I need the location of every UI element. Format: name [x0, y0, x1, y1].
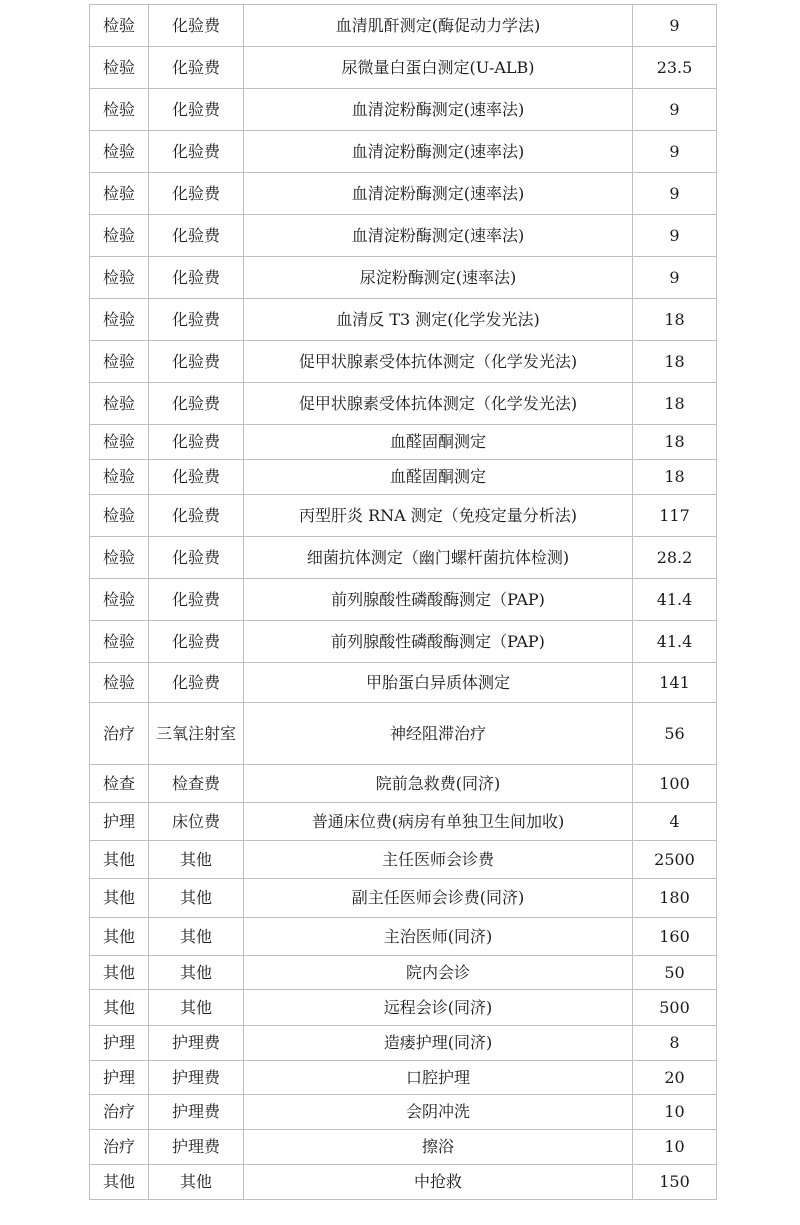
item-name-cell: 远程会诊(同济) [244, 990, 633, 1026]
fee-type-cell: 三氧注射室 [149, 703, 244, 765]
price-cell: 9 [633, 257, 717, 299]
item-name-cell: 前列腺酸性磷酸酶测定（PAP) [244, 579, 633, 621]
price-cell: 141 [633, 663, 717, 703]
item-name-cell: 血醛固酮测定 [244, 425, 633, 460]
price-cell: 10 [633, 1095, 717, 1130]
category-cell: 治疗 [90, 1095, 149, 1130]
category-cell: 其他 [90, 879, 149, 918]
table-row [90, 537, 717, 579]
category-cell: 检验 [90, 5, 149, 47]
fee-type-cell: 其他 [149, 918, 244, 956]
category-cell: 其他 [90, 841, 149, 879]
item-name-cell: 副主任医师会诊费(同济) [244, 879, 633, 918]
item-name-cell: 血清淀粉酶测定(速率法) [244, 173, 633, 215]
category-cell: 检验 [90, 131, 149, 173]
category-cell: 治疗 [90, 703, 149, 765]
price-cell: 100 [633, 765, 717, 803]
item-name-cell: 尿淀粉酶测定(速率法) [244, 257, 633, 299]
table-row [90, 257, 717, 299]
category-cell: 检验 [90, 495, 149, 537]
category-cell: 护理 [90, 1061, 149, 1095]
table-row [90, 1061, 717, 1095]
category-cell: 其他 [90, 1165, 149, 1200]
category-cell: 检验 [90, 537, 149, 579]
fee-type-cell: 化验费 [149, 621, 244, 663]
price-cell: 18 [633, 383, 717, 425]
table-row [90, 425, 717, 460]
price-cell: 20 [633, 1061, 717, 1095]
item-name-cell: 促甲状腺素受体抗体测定（化学发光法) [244, 383, 633, 425]
item-name-cell: 院内会诊 [244, 956, 633, 990]
table-row [90, 460, 717, 495]
category-cell: 治疗 [90, 1130, 149, 1165]
fee-type-cell: 化验费 [149, 341, 244, 383]
item-name-cell: 院前急救费(同济) [244, 765, 633, 803]
fee-type-cell: 化验费 [149, 131, 244, 173]
price-cell: 18 [633, 460, 717, 495]
table-row [90, 89, 717, 131]
table-row [90, 990, 717, 1026]
price-cell: 8 [633, 1026, 717, 1061]
table-row [90, 1130, 717, 1165]
item-name-cell: 擦浴 [244, 1130, 633, 1165]
fee-type-cell: 护理费 [149, 1095, 244, 1130]
fee-type-cell: 护理费 [149, 1061, 244, 1095]
price-cell: 160 [633, 918, 717, 956]
price-cell: 150 [633, 1165, 717, 1200]
category-cell: 其他 [90, 956, 149, 990]
fee-type-cell: 化验费 [149, 663, 244, 703]
price-cell: 50 [633, 956, 717, 990]
category-cell: 其他 [90, 918, 149, 956]
table-row [90, 879, 717, 918]
price-cell: 56 [633, 703, 717, 765]
fee-type-cell: 其他 [149, 879, 244, 918]
fee-type-cell: 其他 [149, 1165, 244, 1200]
fee-table-body [90, 5, 717, 1200]
price-cell: 4 [633, 803, 717, 841]
table-row [90, 1165, 717, 1200]
table-row [90, 663, 717, 703]
fee-type-cell: 床位费 [149, 803, 244, 841]
category-cell: 护理 [90, 1026, 149, 1061]
fee-type-cell: 化验费 [149, 173, 244, 215]
item-name-cell: 甲胎蛋白异质体测定 [244, 663, 633, 703]
fee-type-cell: 化验费 [149, 89, 244, 131]
item-name-cell: 会阴冲洗 [244, 1095, 633, 1130]
table-row [90, 1026, 717, 1061]
price-cell: 10 [633, 1130, 717, 1165]
fee-type-cell: 化验费 [149, 47, 244, 89]
item-name-cell: 普通床位费(病房有单独卫生间加收) [244, 803, 633, 841]
table-row [90, 765, 717, 803]
fee-type-cell: 化验费 [149, 537, 244, 579]
table-row [90, 5, 717, 47]
price-cell: 23.5 [633, 47, 717, 89]
price-cell: 41.4 [633, 579, 717, 621]
price-cell: 500 [633, 990, 717, 1026]
category-cell: 检验 [90, 173, 149, 215]
fee-type-cell: 化验费 [149, 495, 244, 537]
fee-type-cell: 护理费 [149, 1130, 244, 1165]
category-cell: 检验 [90, 341, 149, 383]
table-row [90, 215, 717, 257]
fee-type-cell: 化验费 [149, 383, 244, 425]
item-name-cell: 血清淀粉酶测定(速率法) [244, 89, 633, 131]
table-row [90, 841, 717, 879]
item-name-cell: 中抢救 [244, 1165, 633, 1200]
table-row [90, 621, 717, 663]
category-cell: 检验 [90, 663, 149, 703]
price-cell: 9 [633, 173, 717, 215]
table-row [90, 1095, 717, 1130]
table-row [90, 47, 717, 89]
price-cell: 18 [633, 341, 717, 383]
price-cell: 28.2 [633, 537, 717, 579]
price-cell: 9 [633, 131, 717, 173]
price-cell: 9 [633, 215, 717, 257]
table-row [90, 956, 717, 990]
category-cell: 检验 [90, 257, 149, 299]
table-row [90, 131, 717, 173]
fee-type-cell: 化验费 [149, 5, 244, 47]
item-name-cell: 丙型肝炎 RNA 测定（免疫定量分析法) [244, 495, 633, 537]
category-cell: 检验 [90, 621, 149, 663]
category-cell: 检验 [90, 215, 149, 257]
category-cell: 其他 [90, 990, 149, 1026]
table-row [90, 579, 717, 621]
category-cell: 护理 [90, 803, 149, 841]
category-cell: 检验 [90, 383, 149, 425]
fee-type-cell: 化验费 [149, 215, 244, 257]
price-cell: 2500 [633, 841, 717, 879]
item-name-cell: 血清淀粉酶测定(速率法) [244, 131, 633, 173]
fee-type-cell: 化验费 [149, 579, 244, 621]
item-name-cell: 血清淀粉酶测定(速率法) [244, 215, 633, 257]
item-name-cell: 前列腺酸性磷酸酶测定（PAP) [244, 621, 633, 663]
item-name-cell: 神经阻滞治疗 [244, 703, 633, 765]
category-cell: 检验 [90, 579, 149, 621]
item-name-cell: 血清肌酐测定(酶促动力学法) [244, 5, 633, 47]
table-row [90, 703, 717, 765]
fee-type-cell: 其他 [149, 990, 244, 1026]
price-cell: 18 [633, 425, 717, 460]
item-name-cell: 尿微量白蛋白测定(U-ALB) [244, 47, 633, 89]
item-name-cell: 血清反 T3 测定(化学发光法) [244, 299, 633, 341]
table-row [90, 918, 717, 956]
category-cell: 检查 [90, 765, 149, 803]
price-cell: 9 [633, 89, 717, 131]
table-row [90, 803, 717, 841]
price-cell: 41.4 [633, 621, 717, 663]
fee-type-cell: 检查费 [149, 765, 244, 803]
category-cell: 检验 [90, 47, 149, 89]
item-name-cell: 血醛固酮测定 [244, 460, 633, 495]
item-name-cell: 主治医师(同济) [244, 918, 633, 956]
fee-type-cell: 化验费 [149, 460, 244, 495]
category-cell: 检验 [90, 89, 149, 131]
category-cell: 检验 [90, 425, 149, 460]
fee-type-cell: 化验费 [149, 257, 244, 299]
table-row [90, 495, 717, 537]
fee-table [89, 4, 717, 1200]
price-cell: 180 [633, 879, 717, 918]
fee-type-cell: 其他 [149, 956, 244, 990]
table-row [90, 383, 717, 425]
item-name-cell: 口腔护理 [244, 1061, 633, 1095]
category-cell: 检验 [90, 299, 149, 341]
fee-type-cell: 护理费 [149, 1026, 244, 1061]
item-name-cell: 造瘘护理(同济) [244, 1026, 633, 1061]
price-cell: 18 [633, 299, 717, 341]
price-cell: 117 [633, 495, 717, 537]
price-cell: 9 [633, 5, 717, 47]
table-row [90, 173, 717, 215]
fee-type-cell: 化验费 [149, 299, 244, 341]
table-row [90, 341, 717, 383]
fee-type-cell: 其他 [149, 841, 244, 879]
fee-type-cell: 化验费 [149, 425, 244, 460]
table-row [90, 299, 717, 341]
item-name-cell: 细菌抗体测定（幽门螺杆菌抗体检测) [244, 537, 633, 579]
item-name-cell: 主任医师会诊费 [244, 841, 633, 879]
category-cell: 检验 [90, 460, 149, 495]
item-name-cell: 促甲状腺素受体抗体测定（化学发光法) [244, 341, 633, 383]
